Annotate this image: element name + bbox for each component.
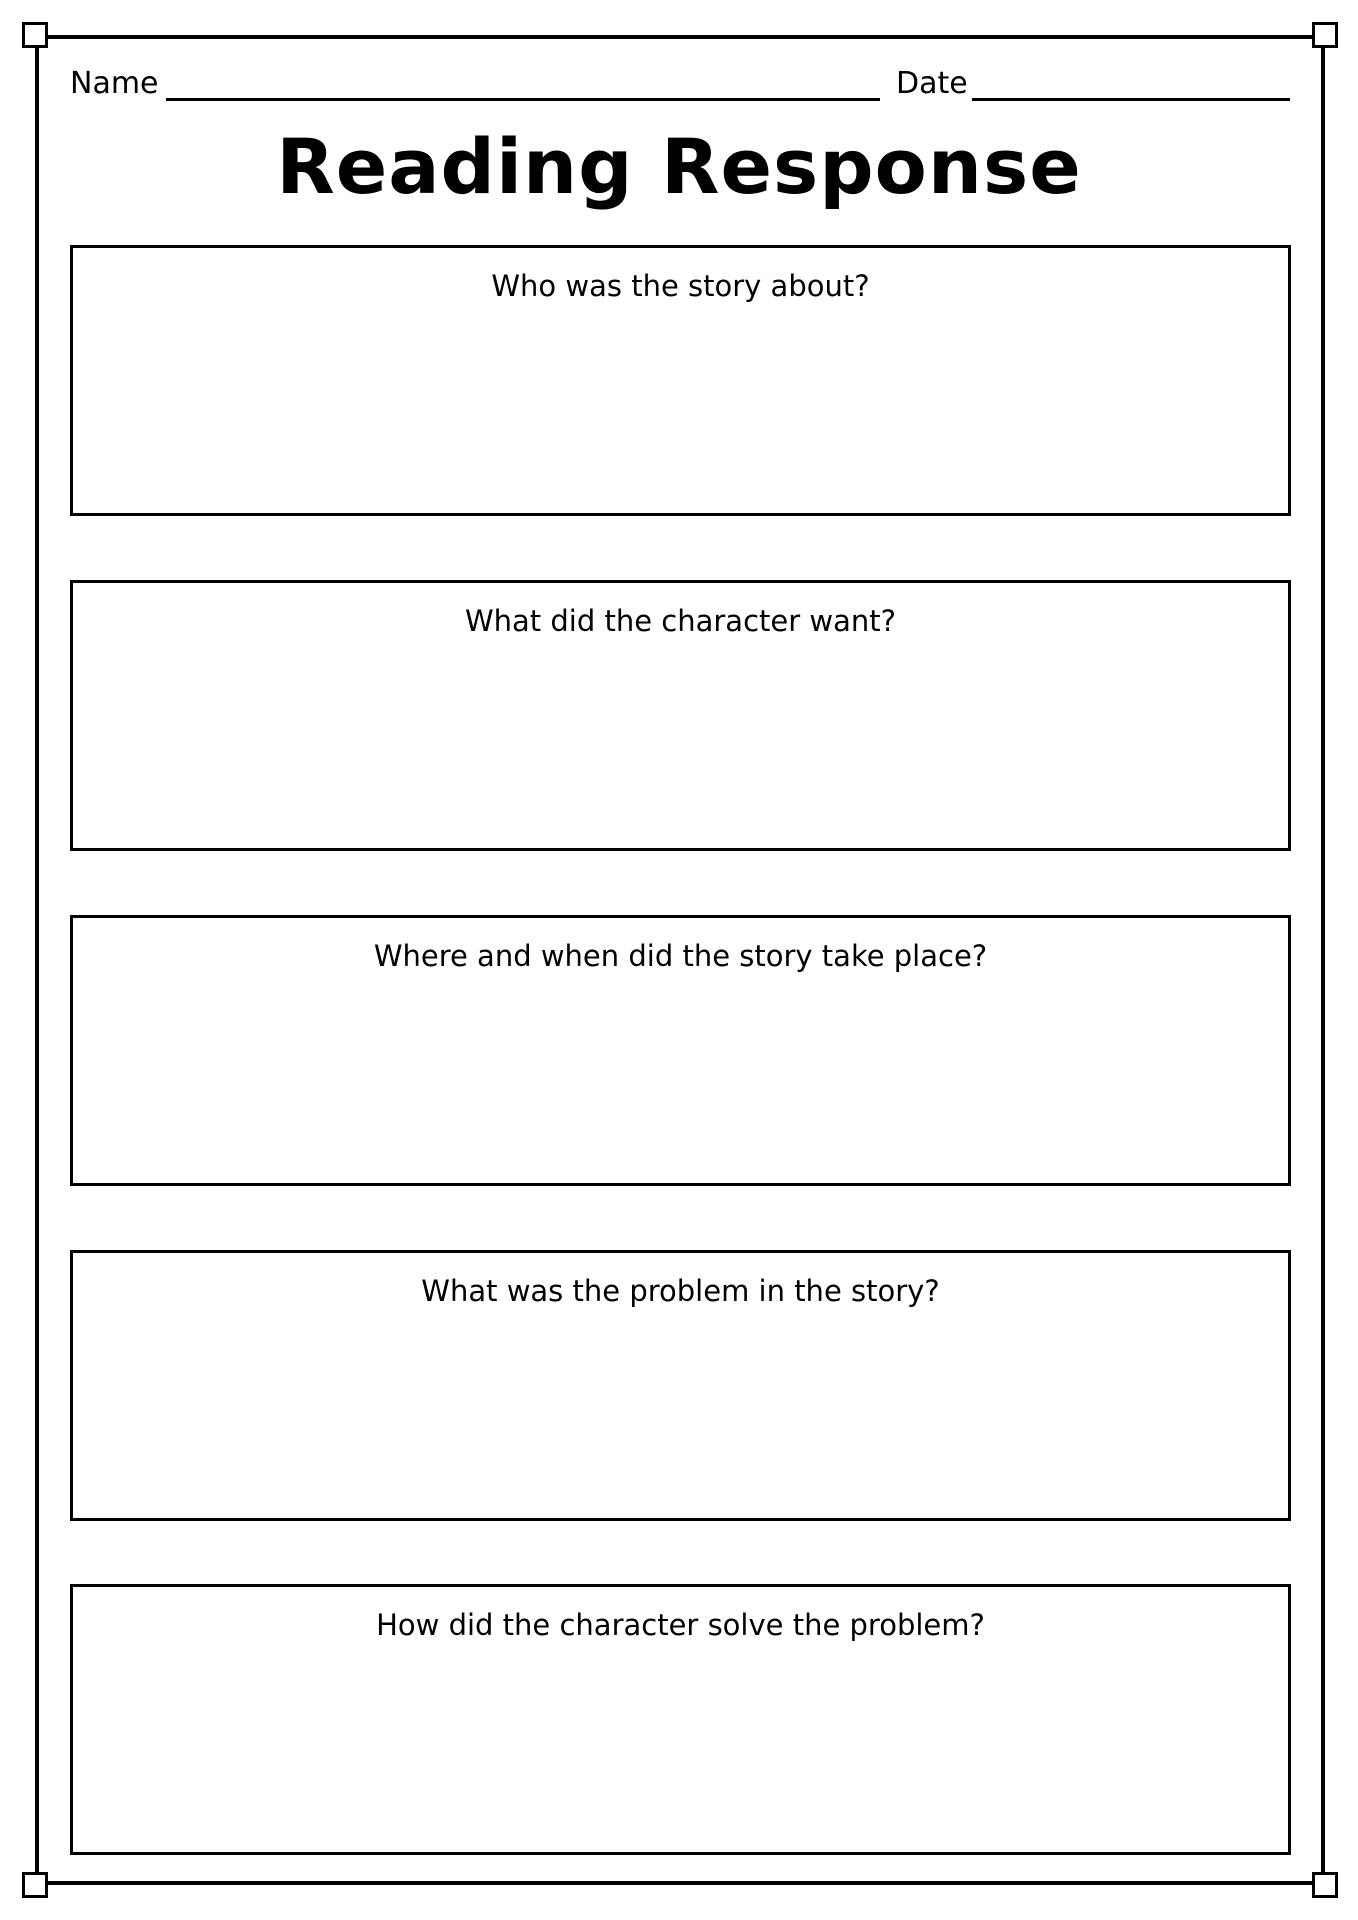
- answer-area-problem[interactable]: [83, 1323, 1278, 1508]
- answer-area-who[interactable]: [83, 318, 1278, 503]
- corner-square-bottom-left: [22, 1872, 48, 1898]
- header-row: [70, 62, 1290, 106]
- question-box-setting: [70, 915, 1291, 1186]
- question-text: How did the character solve the problem?: [376, 1608, 985, 1642]
- answer-area-want[interactable]: [83, 653, 1278, 838]
- question-text: Where and when did the story take place?: [373, 939, 988, 973]
- corner-square-top-left: [22, 22, 48, 48]
- question-box-who: [70, 245, 1291, 516]
- answer-area-setting[interactable]: [83, 988, 1278, 1173]
- name-field[interactable]: [166, 98, 880, 101]
- question-text: What was the problem in the story?: [421, 1274, 940, 1308]
- question-text: Who was the story about?: [491, 269, 870, 303]
- answer-area-solution[interactable]: [83, 1657, 1278, 1842]
- corner-square-top-right: [1312, 22, 1338, 48]
- page-title: Reading Response: [276, 122, 1082, 211]
- name-label: Name: [70, 66, 159, 101]
- question-text: What did the character want?: [464, 604, 897, 638]
- question-box-problem: [70, 1250, 1291, 1521]
- question-box-want: [70, 580, 1291, 851]
- date-field[interactable]: [972, 98, 1290, 101]
- corner-square-bottom-right: [1312, 1872, 1338, 1898]
- question-box-solution: [70, 1584, 1291, 1855]
- date-label: Date: [896, 66, 968, 101]
